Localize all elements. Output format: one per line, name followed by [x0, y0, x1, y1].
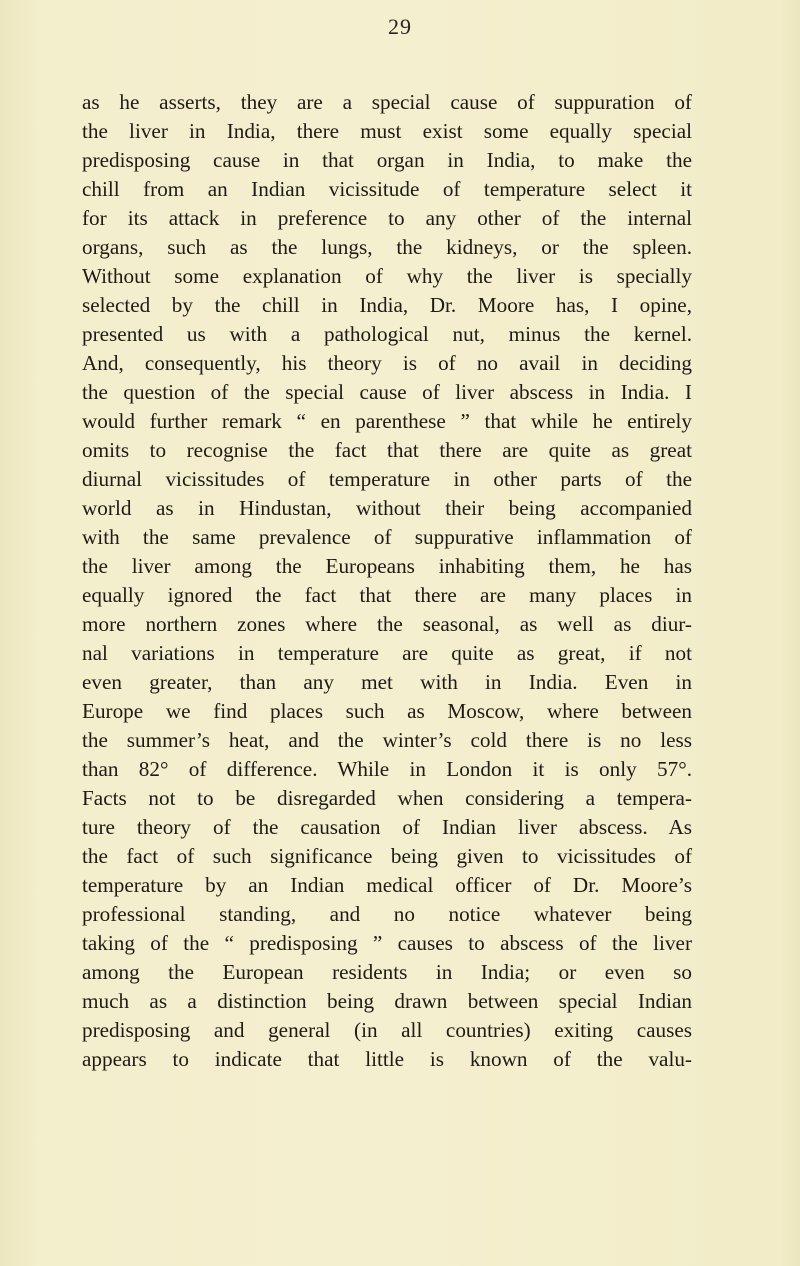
text-line: predisposing and general (in all countries) exiting causes — [82, 1018, 692, 1042]
text-line: predisposing cause in that organ in India, to make the — [82, 148, 692, 172]
text-line: the fact of such significance being given to vicissitudes of — [82, 844, 692, 868]
text-line: among the European residents in India; or even so — [82, 960, 692, 984]
text-line: the liver among the Europeans inhabiting them, he has — [82, 554, 692, 578]
text-line: for its attack in preference to any other of the internal — [82, 206, 692, 230]
text-line: as he asserts, they are a special cause of suppuration of — [82, 90, 692, 114]
text-line: more northern zones where the seasonal, as well as diur- — [82, 612, 692, 636]
text-line: equally ignored the fact that there are many places in — [82, 583, 692, 607]
text-line: Facts not to be disregarded when considering a tempera- — [82, 786, 692, 810]
text-line: ture theory of the causation of Indian liver abscess. As — [82, 815, 692, 839]
text-line: the question of the special cause of liver abscess in India. I — [82, 380, 692, 404]
page-number: 29 — [388, 14, 412, 39]
text-line: presented us with a pathological nut, minus the kernel. — [82, 322, 692, 346]
text-line: even greater, than any met with in India. Even in — [82, 670, 692, 694]
body-text — [82, 88, 692, 1074]
text-line: And, consequently, his theory is of no avail in deciding — [82, 351, 692, 375]
text-line: organs, such as the lungs, the kidneys, or the spleen. — [82, 235, 692, 259]
text-line: diurnal vicissitudes of temperature in other parts of the — [82, 467, 692, 491]
text-line: temperature by an Indian medical officer of Dr. Moore’s — [82, 873, 692, 897]
text-line: omits to recognise the fact that there are quite as great — [82, 438, 692, 462]
text-line: professional standing, and no notice whatever being — [82, 902, 692, 926]
text-line: than 82° of difference. While in London it is only 57°. — [82, 757, 692, 781]
text-line: the summer’s heat, and the winter’s cold there is no less — [82, 728, 692, 752]
text-line: world as in Hindustan, without their being accompanied — [82, 496, 692, 520]
text-line: would further remark “ en parenthese ” that while he entirely — [82, 409, 692, 433]
text-line: Europe we find places such as Moscow, where between — [82, 699, 692, 723]
text-line: taking of the “ predisposing ” causes to abscess of the liver — [82, 931, 692, 955]
text-line: selected by the chill in India, Dr. Moore has, I opine, — [82, 293, 692, 317]
text-line: the liver in India, there must exist some equally special — [82, 119, 692, 143]
text-line: much as a distinction being drawn between special Indian — [82, 989, 692, 1013]
text-line: chill from an Indian vicissitude of temperature select it — [82, 177, 692, 201]
text-line: with the same prevalence of suppurative inflammation of — [82, 525, 692, 549]
text-line: Without some explanation of why the liver is specially — [82, 264, 692, 288]
text-line: nal variations in temperature are quite as great, if not — [82, 641, 692, 665]
text-line: appears to indicate that little is known of the valu- — [82, 1047, 692, 1071]
